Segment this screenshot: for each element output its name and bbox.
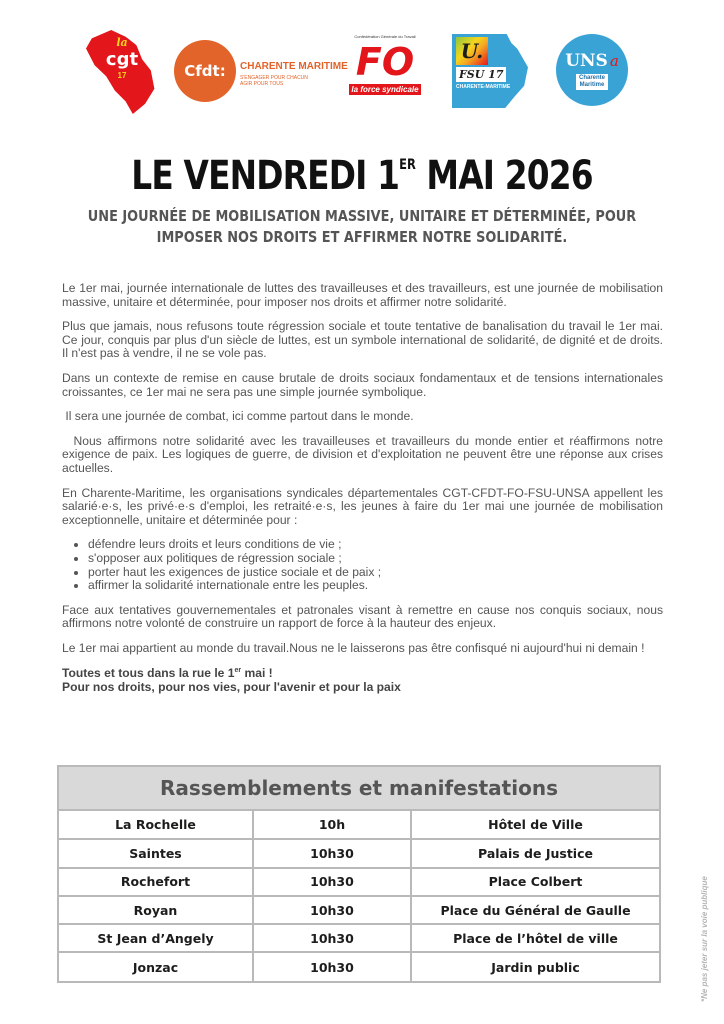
call-line-1-suffix: mai ! xyxy=(241,666,273,681)
list-item: • défendre leurs droits et leurs conditions de vie ; xyxy=(88,538,663,552)
unsa-region-2: Maritime xyxy=(579,82,605,88)
page-title xyxy=(65,152,659,200)
event-city-cell xyxy=(59,868,253,896)
title-superscript: ER xyxy=(399,157,416,173)
paragraph: En Charente-Maritime, les organisations syndicales départementales CGT-CFDT-FO-FSU-UNSA appellent les salarié·e·s, les privé·e·s d'emploi, les retraité·e·s, les jeunes à faire du 1er mai une journée de mobilisation exceptionnelle, unitaire et déterminée pour : xyxy=(62,485,663,527)
cgt-name: cgt xyxy=(105,49,139,70)
fo-name: FO xyxy=(355,40,415,84)
event-time: 10h30 xyxy=(310,902,354,918)
event-city-cell xyxy=(59,811,253,839)
cfdt-tagline xyxy=(240,75,348,87)
events-table-rows xyxy=(59,811,659,981)
events-table-body xyxy=(59,811,659,981)
event-city: Rochefort xyxy=(120,874,191,890)
unsa-region-1: Charente xyxy=(578,75,605,81)
table-row xyxy=(59,811,659,839)
cgt-number: 17 xyxy=(117,71,127,80)
event-city-cell xyxy=(59,839,253,867)
event-time: 10h xyxy=(318,817,346,833)
event-time-cell xyxy=(253,952,411,980)
unsa-letter: a xyxy=(609,52,619,70)
fo-tagline: la force syndicale xyxy=(351,85,419,94)
paragraph: Il sera une journée de combat, ici comme partout dans le monde. xyxy=(62,409,414,424)
events-table xyxy=(57,765,661,983)
union-logos xyxy=(0,30,724,116)
event-time: 10h30 xyxy=(310,845,354,861)
cfdt-tagline-2: AGIR POUR TOUS xyxy=(240,81,284,87)
fsu-region: CHARENTE-MARITIME xyxy=(456,84,511,90)
event-place-cell xyxy=(411,896,659,924)
event-place: Palais de Justice xyxy=(478,845,593,861)
event-place: Jardin public xyxy=(491,959,580,975)
event-time: 10h30 xyxy=(310,959,354,975)
event-city: Royan xyxy=(133,902,178,918)
unsa-name: UNS xyxy=(565,51,608,71)
events-table-header xyxy=(59,767,659,811)
fsu-name: FSU 17 xyxy=(456,67,506,82)
event-time: 10h30 xyxy=(310,874,354,890)
fo-confederation: Confédération Générale du Travail xyxy=(354,34,416,39)
title-suffix: MAI 2026 xyxy=(415,153,593,199)
page-subtitle: UNE JOURNÉE DE MOBILISATION MASSIVE, UNITAIRE ET DÉTERMINÉE, POUR IMPOSER NOS DROITS ET AFFIRMER NOTRE SOLIDARITÉ. xyxy=(87,207,637,246)
title-prefix: LE VENDREDI 1 xyxy=(131,153,400,199)
table-row xyxy=(59,839,659,867)
fsu-letter: U. xyxy=(460,39,484,63)
table-row xyxy=(59,952,659,980)
events-table-title: Rassemblements et manifestations xyxy=(160,776,558,800)
event-time-cell xyxy=(253,896,411,924)
demands-list xyxy=(88,538,663,592)
event-city-cell xyxy=(59,952,253,980)
event-city-cell xyxy=(59,896,253,924)
cfdt-name: Cfdt: xyxy=(184,62,226,80)
event-time: 10h30 xyxy=(310,930,354,946)
table-row xyxy=(59,896,659,924)
cfdt-side-text xyxy=(240,60,348,87)
event-place-cell xyxy=(411,811,659,839)
call-line-2: Pour nos droits, pour nos vies, pour l'avenir et pour la paix xyxy=(62,680,401,695)
fsu-text-stack xyxy=(456,37,510,91)
list-item: • s'opposer aux politiques de régression sociale ; xyxy=(88,552,663,566)
event-place: Place de l’hôtel de ville xyxy=(453,930,618,946)
fo-logo xyxy=(348,34,422,110)
unsa-logo xyxy=(556,34,628,106)
paragraph: Nous affirmons notre solidarité avec les travailleuses et travailleurs du monde entier et réaffirmons notre exigence de paix. Les logiques de guerre, de division et d'exploitation ne peuvent être une réponse aux crises actuelles. xyxy=(62,433,667,475)
event-place-cell xyxy=(411,868,659,896)
unsa-region xyxy=(576,74,608,90)
cfdt-logo xyxy=(174,40,348,104)
call-line-1-sup: er xyxy=(234,667,242,675)
event-city: Saintes xyxy=(129,845,182,861)
event-place: Place Colbert xyxy=(488,874,583,890)
list-item: • porter haut les exigences de justice sociale et de paix ; xyxy=(88,566,663,580)
cfdt-tagline-1: S'ENGAGER POUR CHACUN xyxy=(240,75,308,81)
event-city: St Jean d’Angely xyxy=(97,930,214,946)
footer-note: *Ne pas jeter sur la voie publique xyxy=(700,876,709,1002)
cgt-logo xyxy=(86,30,158,114)
event-city: Jonzac xyxy=(132,959,179,975)
event-place-cell xyxy=(411,952,659,980)
event-place-cell xyxy=(411,839,659,867)
unsa-wordmark xyxy=(565,50,619,72)
event-place: Hôtel de Ville xyxy=(488,817,583,833)
event-time-cell xyxy=(253,868,411,896)
table-row xyxy=(59,868,659,896)
event-time-cell xyxy=(253,811,411,839)
call-line-1-prefix: Toutes et tous dans la rue le 1 xyxy=(62,666,235,681)
event-place-cell xyxy=(411,924,659,952)
cfdt-region: CHARENTE MARITIME xyxy=(240,61,348,72)
list-item: • affirmer la solidarité internationale entre les peuples. xyxy=(88,579,663,593)
cfdt-circle xyxy=(174,40,236,102)
body-text xyxy=(62,281,667,695)
event-city-cell xyxy=(59,924,253,952)
cgt-text-stack xyxy=(96,36,148,81)
fsu-logo xyxy=(452,34,528,108)
paragraph: Le 1er mai, journée internationale de luttes des travailleuses et des travailleurs, est une journée de mobilisation massive, unitaire et déterminée, pour imposer nos droits et affirmer notre solidarité. xyxy=(62,281,663,309)
paragraph: Dans un contexte de remise en cause brutale de droits sociaux fondamentaux et de tensions internationales croissantes, ce 1er mai ne sera pas une simple journée symbolique. xyxy=(62,370,663,399)
paragraph: Face aux tentatives gouvernementales et patronales visant à remettre en cause nos conquis sociaux, nous affirmons notre volonté de construire un rapport de force à la hauteur des enjeux. xyxy=(62,602,663,631)
event-time-cell xyxy=(253,839,411,867)
fsu-color-box xyxy=(456,37,488,65)
table-row xyxy=(59,924,659,952)
event-time-cell xyxy=(253,924,411,952)
event-city: La Rochelle xyxy=(115,817,196,833)
paragraph: Le 1er mai appartient au monde du travail.Nous ne le laisserons pas être confisqué ni aujourd'hui ni demain ! xyxy=(62,640,645,655)
call-line-1 xyxy=(62,666,663,680)
call-to-action xyxy=(62,666,663,694)
cgt-prefix: la xyxy=(116,36,128,49)
paragraph: Plus que jamais, nous refusons toute régression sociale et toute tentative de banalisation du travail le 1er mai. Ce jour, conquis par plus d'un siècle de luttes, est un symbole international de solidarité, de dignité et de droits. Il n'est pas à vendre, il ne se vole pas. xyxy=(62,319,663,361)
event-place: Place du Général de Gaulle xyxy=(440,902,631,918)
